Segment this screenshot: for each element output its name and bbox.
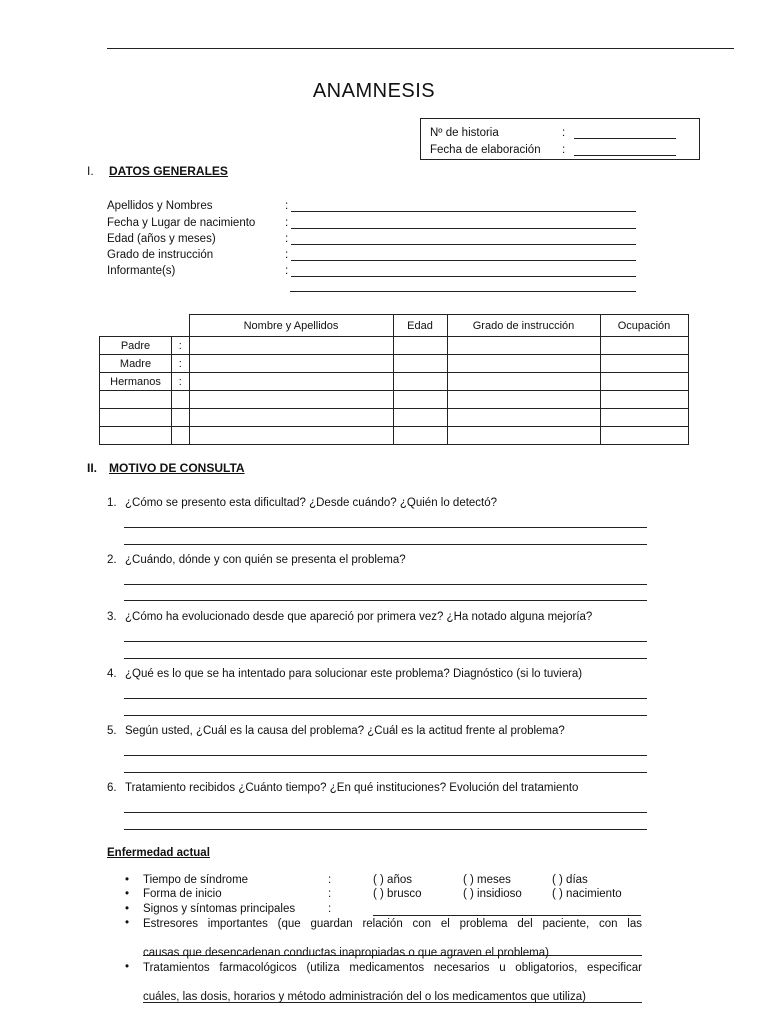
answer-line[interactable] [124, 829, 647, 830]
option-brusco[interactable]: ( ) brusco [373, 888, 422, 900]
tratamientos-line[interactable] [143, 1002, 642, 1003]
header-grado: Grado de instrucción [447, 315, 600, 337]
bullet-tiempo: • Tiempo de síndrome [125, 874, 249, 886]
historia-fecha-row: Fecha de elaboración : [430, 140, 676, 156]
field-informante-input[interactable] [291, 264, 636, 277]
answer-line[interactable] [124, 584, 647, 585]
question-1: 1. ¿Cómo se presento esta dificultad? ¿Desde cuándo? ¿Quién lo detectó? [107, 497, 498, 509]
bullet-signos: • Signos y síntomas principales [125, 903, 296, 915]
historia-fecha-field[interactable] [574, 143, 676, 156]
table-row [100, 409, 689, 427]
family-table-header [100, 315, 689, 337]
header-edad: Edad [393, 315, 447, 337]
table-row [100, 427, 689, 445]
question-4: 4. ¿Qué es lo que se ha intentado para solucionar este problema? Diagnóstico (si lo tuviera) [107, 668, 583, 680]
header-nombre: Nombre y Apellidos [189, 315, 393, 337]
answer-line[interactable] [124, 715, 647, 716]
question-2: 2. ¿Cuándo, dónde y con quién se presenta el problema? [107, 554, 406, 566]
field-apellidos: Apellidos y Nombres : [107, 196, 636, 212]
historia-numero-label: Nº de historia [430, 127, 499, 139]
enfermedad-actual-heading: Enfermedad actual [107, 847, 210, 859]
answer-line[interactable] [124, 658, 647, 659]
option-anos[interactable]: ( ) años [373, 874, 412, 886]
estresores-text: Estresores importantes (que guardan relación con el problema del paciente, con las causas que desencadenan conductas inapropiadas o que agraven el problema) [143, 918, 642, 959]
question-5: 5. Según usted, ¿Cuál es la causa del problema? ¿Cuál es la actitud frente al problema? [107, 725, 565, 737]
option-meses[interactable]: ( ) meses [463, 874, 511, 886]
historia-fecha-label: Fecha de elaboración [430, 144, 541, 156]
table-row: Padre : [100, 337, 689, 355]
field-grado: Grado de instrucción : [107, 245, 636, 261]
question-6: 6. Tratamiento recibidos ¿Cuánto tiempo? ¿En qué instituciones? Evolución del tratamiento [107, 782, 579, 794]
question-3: 3. ¿Cómo ha evolucionado desde que apareció por primera vez? ¿Ha notado alguna mejoría? [107, 611, 593, 623]
top-rule [107, 48, 734, 49]
answer-line[interactable] [124, 600, 647, 601]
field-informante: Informante(s) : [107, 261, 636, 277]
estresores-line[interactable] [143, 955, 642, 956]
field-edad-input[interactable] [291, 232, 636, 245]
header-ocupacion: Ocupación [600, 315, 688, 337]
answer-line[interactable] [124, 812, 647, 813]
field-informante-extra-line[interactable] [290, 291, 636, 292]
signos-line[interactable] [373, 915, 641, 916]
answer-line[interactable] [124, 772, 647, 773]
section-2-heading: II. MOTIVO DE CONSULTA [87, 461, 245, 475]
field-nacimiento-input[interactable] [291, 216, 636, 229]
table-row: Madre : [100, 355, 689, 373]
answer-line[interactable] [124, 544, 647, 545]
field-edad: Edad (años y meses) : [107, 229, 636, 245]
bullet-tratamientos: • [125, 961, 130, 973]
option-dias[interactable]: ( ) días [552, 874, 588, 886]
table-row: Hermanos : [100, 373, 689, 391]
answer-line[interactable] [124, 641, 647, 642]
bullet-estresores: • [125, 917, 130, 929]
answer-line[interactable] [124, 698, 647, 699]
historia-numero-row: Nº de historia : [430, 123, 676, 139]
field-grado-input[interactable] [291, 248, 636, 261]
family-table [99, 314, 689, 445]
answer-line[interactable] [124, 527, 647, 528]
historia-numero-field[interactable] [574, 126, 676, 139]
tratamientos-text: Tratamientos farmacológicos (utiliza medicamentos necesarios u obligatorios, especificar cuáles, las dosis, horarios y método administración del o los medicamentos que utiliza) [143, 962, 642, 1003]
document-title: ANAMNESIS [312, 80, 436, 102]
field-apellidos-input[interactable] [291, 199, 636, 212]
answer-line[interactable] [124, 755, 647, 756]
historia-box [420, 118, 700, 160]
field-nacimiento: Fecha y Lugar de nacimiento : [107, 213, 636, 229]
section-1-heading: I. DATOS GENERALES [87, 164, 228, 178]
bullet-forma: • Forma de inicio [125, 888, 222, 900]
option-nacimiento[interactable]: ( ) nacimiento [552, 888, 622, 900]
option-insidioso[interactable]: ( ) insidioso [463, 888, 522, 900]
table-row [100, 391, 689, 409]
